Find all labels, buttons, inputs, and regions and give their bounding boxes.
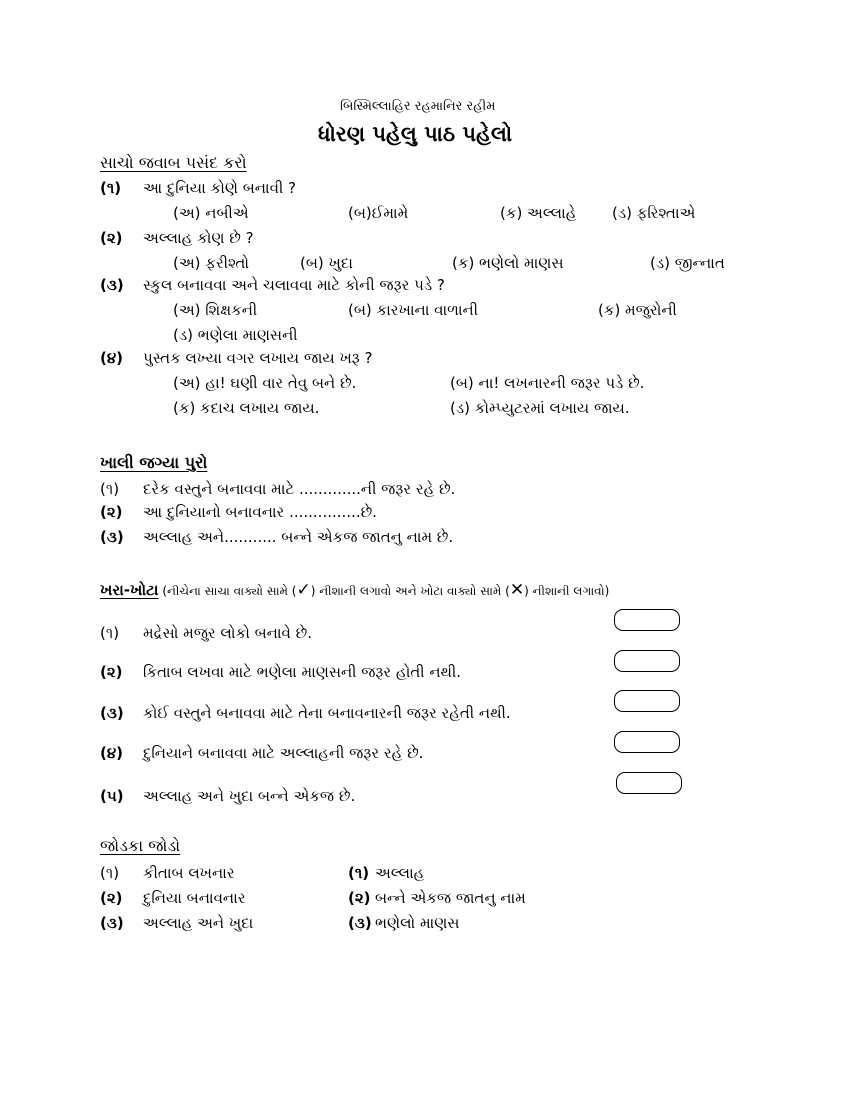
question-number: (૧) [100,179,122,197]
question-text: સ્કુલ બનાવવા અને ચલાવવા માટે કોની જરૂર પડે ? [143,276,445,294]
section-heading-mcq: સાચો જવાબ પસંદ કરો [100,153,247,172]
fill-item-text: આ દુનિયાનો બનાવનાર ...............છે. [143,503,377,521]
truefalse-statement: દુનિયાને બનાવવા માટે અલ્લાહની જરૂર રહે છે. [143,744,424,762]
item-number: (૧) [100,480,120,498]
page-title: ધોરણ પહેલુ પાઠ પહેલો [318,122,513,146]
question-text: પુસ્તક લખ્યા વગર લખાય જાય ખરૂ ? [143,349,373,367]
cross-icon: ✕ [509,580,525,600]
option-text: (ક) ભણેલો માણસ [452,254,564,272]
item-number: (૨) [100,503,123,521]
item-number: (૨) [348,889,371,907]
option-text: (ડ) કોમ્પ્યુટરમાં લખાય જાય. [450,399,630,417]
match-right-item: ભણેલો માણસ [375,914,460,932]
answer-box[interactable] [614,731,680,753]
truefalse-instruction: (નીચેના સાચા વાક્યો સામે ( [162,584,297,598]
option-text: (ક) મજુરોની [598,301,677,319]
question-number: (૨) [100,229,123,247]
option-text: (ક) અલ્લાહે [500,204,577,222]
truefalse-statement: મદ્રેસો મજુર લોકો બનાવે છે. [143,624,312,642]
section-heading-fill: ખાલી જગ્યા પુરો [100,453,208,472]
question-number: (૪) [100,349,124,367]
truefalse-instruction: ) નીશાની લગાવો અને ખોટા વાક્યો સામે ( [310,584,510,598]
match-right-item: બન્ને એકજ જાતનુ નામ [375,889,526,907]
option-text: (બ) ખુદા [300,254,353,272]
option-text: (અ) હા! ઘણી વાર તેવુ બને છે. [173,374,357,392]
fill-item-text: દરેક વસ્તુને બનાવવા માટે .............ની જરૂર રહે છે. [143,480,456,498]
option-text: (ડ) જીન્નાત [650,254,725,272]
item-number: (૫) [100,787,124,805]
question-text: અલ્લાહ કોણ છે ? [143,229,254,247]
option-text: (અ) નબીએ [173,204,249,222]
truefalse-statement: કિતાબ લખવા માટે ભણેલા માણસની જરૂર હોતી નથી. [143,663,462,681]
option-text: (અ) શિક્ષકની [173,301,258,319]
checkmark-icon: ✓ [296,580,311,600]
item-number: (૪) [100,744,124,762]
option-text: (ક) કદાચ લખાય જાય. [173,399,320,417]
truefalse-statement: અલ્લાહ અને ખુદા બન્ને એકજ છે. [143,787,356,805]
item-number: (૩) [100,914,124,932]
item-number: (૧) [100,864,120,882]
item-number: (૧) [348,864,370,882]
answer-box[interactable] [614,690,680,712]
item-number: (૨) [100,663,123,681]
question-text: આ દુનિયા કોણે બનાવી ? [143,179,296,197]
answer-box[interactable] [614,650,680,672]
match-left-item: દુનિયા બનાવનાર [143,889,246,907]
option-text: (ડ) ફરિશ્તાએ [612,204,696,222]
section-heading-match: જોડકા જોડો [100,836,181,855]
truefalse-heading-line [100,582,609,599]
option-text: (ડ) ભણેલા માણસની [173,326,298,344]
option-text: (બ)ઈમામે [348,204,409,222]
fill-item-text: અલ્લાહ અને........... બન્ને એકજ જાતનુ નામ છે. [143,528,454,546]
match-left-item: કીતાબ લખનાર [143,864,235,882]
option-text: (બ) ના! લખનારની જરૂર પડે છે. [450,374,645,392]
item-number: (૩) [348,914,372,932]
item-number: (૩) [100,528,124,546]
section-heading-truefalse: ખરા-ખોટા [100,581,159,599]
option-text: (અ) ફરીશ્તો [173,254,250,272]
answer-box[interactable] [614,609,680,631]
question-number: (૩) [100,276,124,294]
item-number: (૨) [100,889,123,907]
truefalse-statement: કોઈ વસ્તુને બનાવવા માટે તેના બનાવનારની જરૂર રહેતી નથી. [143,704,511,722]
match-left-item: અલ્લાહ અને ખુદા [143,914,254,932]
bismillah-line: બિસ્મિલ્લાહિર રહમાનિર રહીમ [340,99,496,114]
answer-box[interactable] [616,772,682,794]
item-number: (૩) [100,704,124,722]
match-right-item: અલ્લાહ [375,864,425,882]
truefalse-instruction: ) નીશાની લગાવો) [524,584,610,598]
item-number: (૧) [100,624,120,642]
option-text: (બ) કારખાના વાળાની [348,301,479,319]
